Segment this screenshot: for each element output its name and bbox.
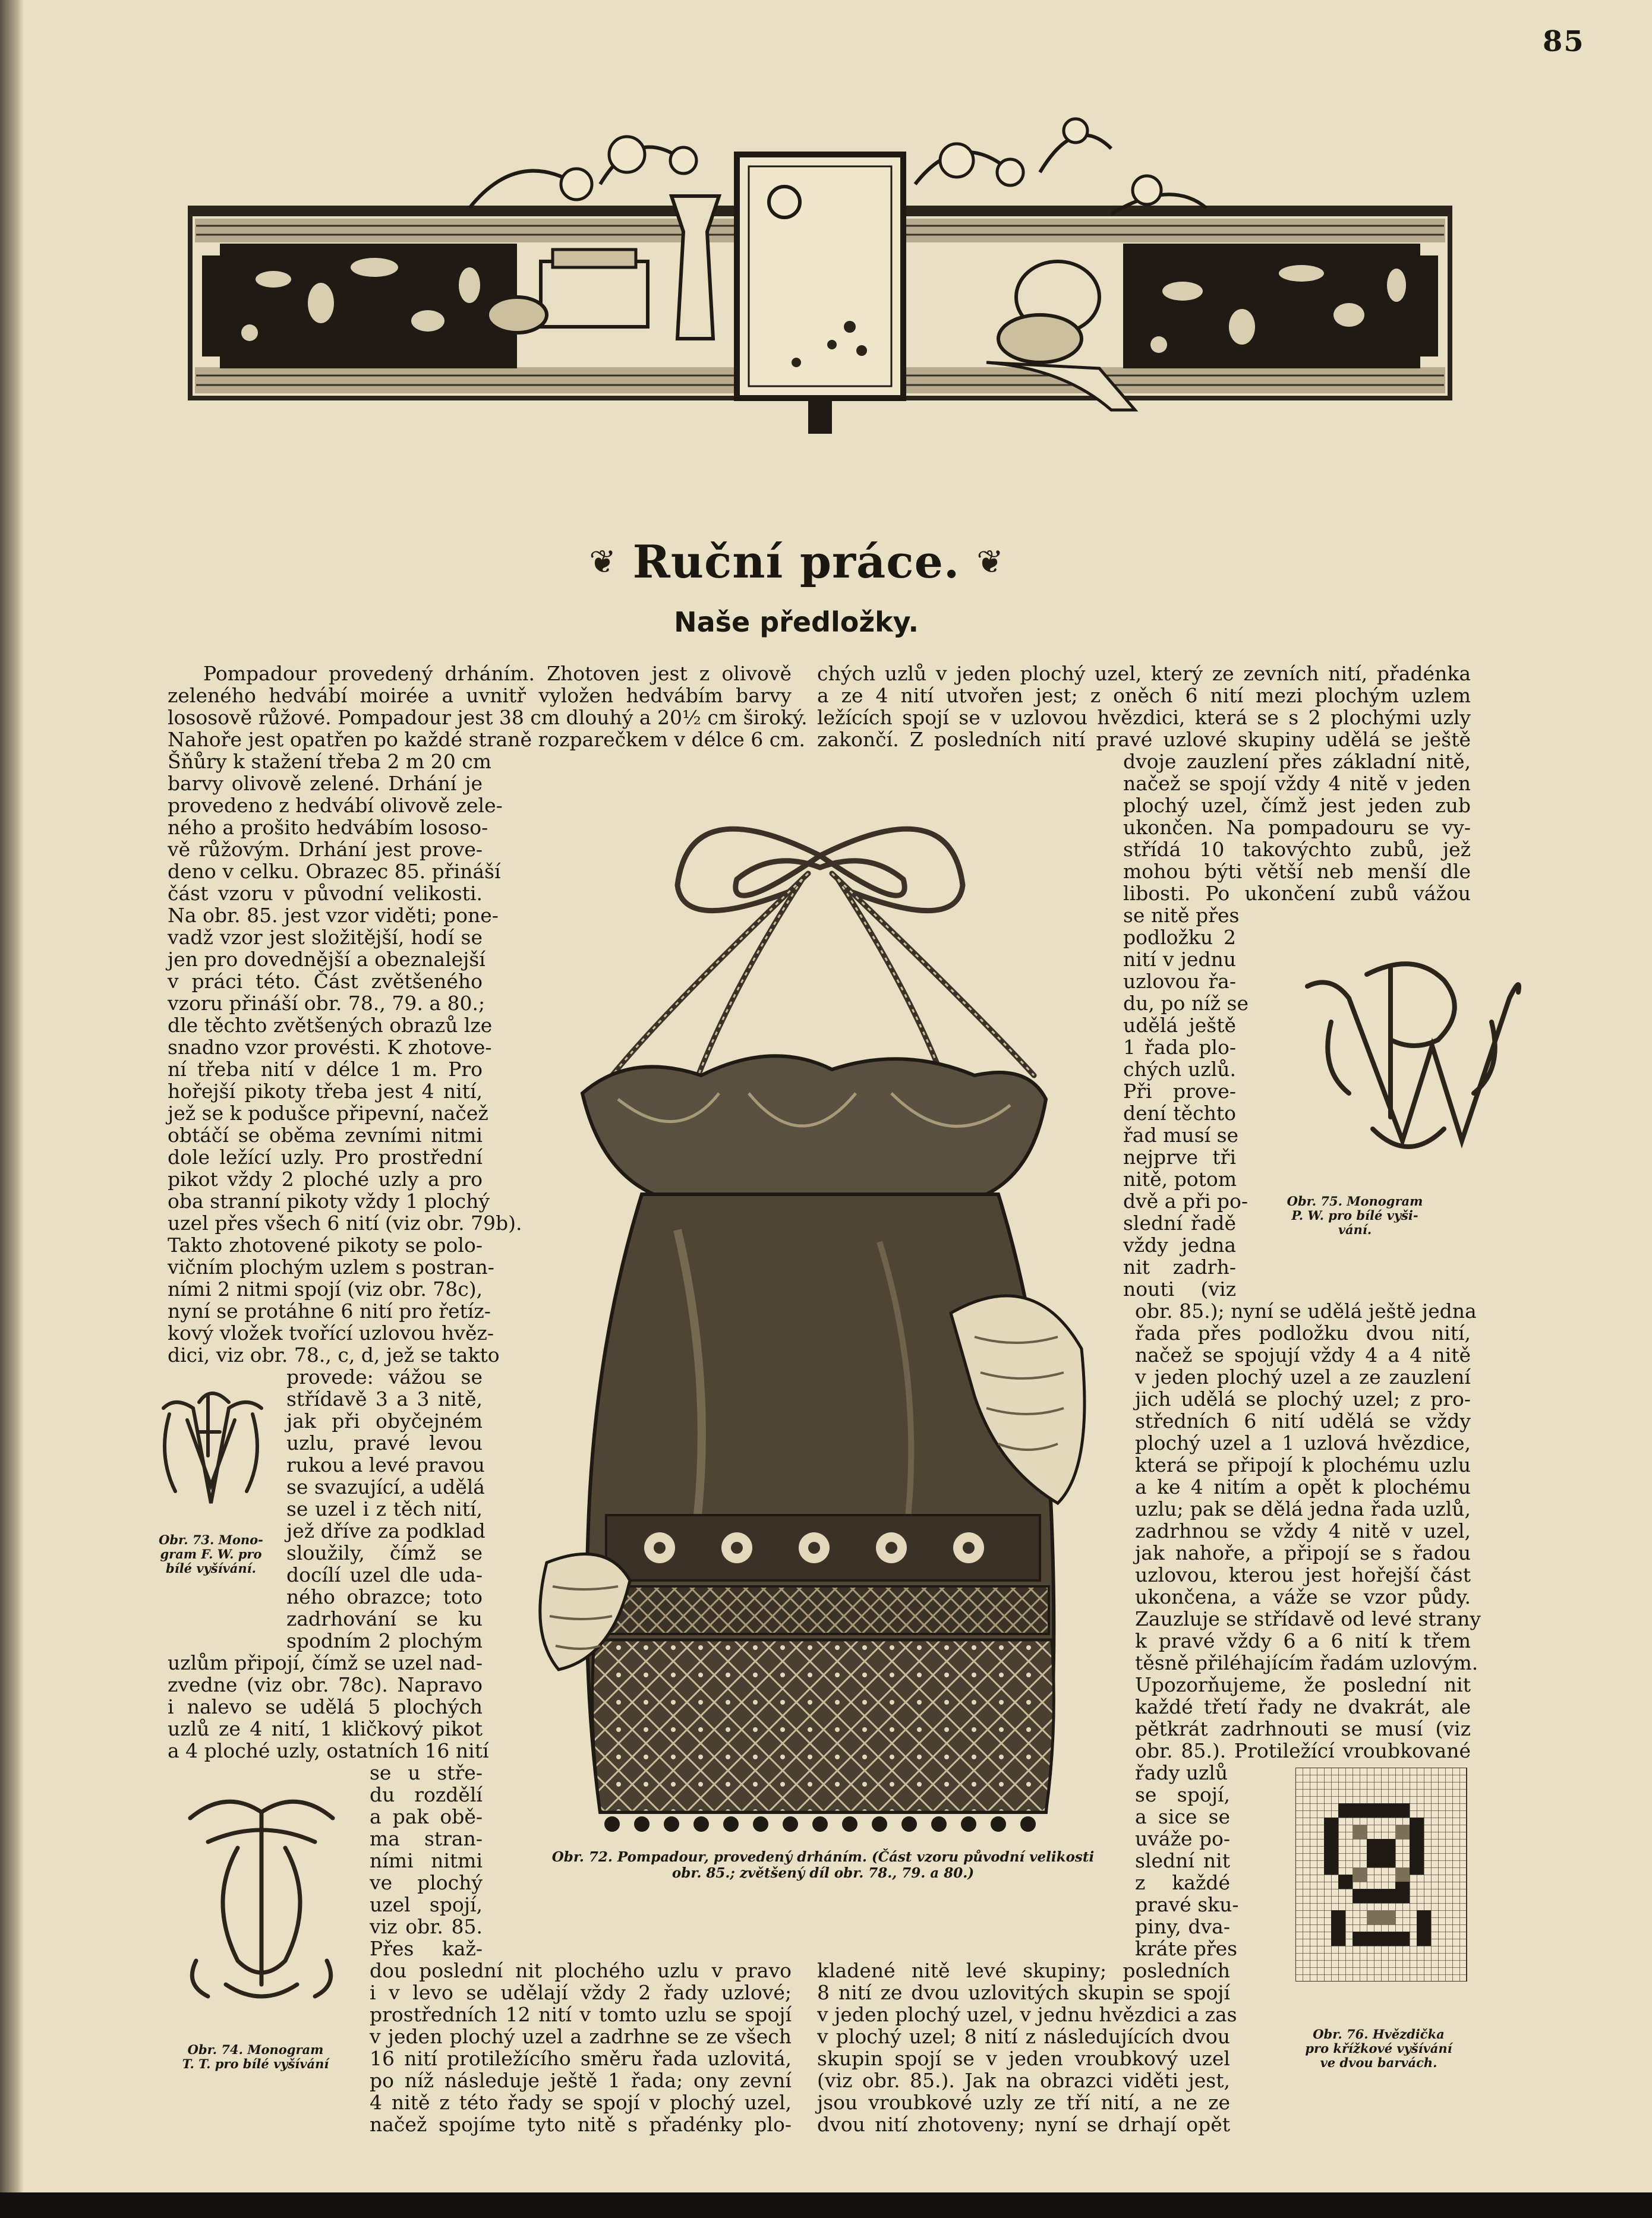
- text-line: se u stře-: [370, 1761, 483, 1784]
- text-line: jich udělá se plochý uzel; z pro-: [1135, 1387, 1471, 1411]
- text-line: obr. 85.); nyní se udělá ještě jedna: [1135, 1299, 1477, 1323]
- cross-stitch-star-grid: [1295, 1768, 1468, 1982]
- text-line: Přes kaž-: [370, 1937, 483, 1960]
- text-line: se nitě přes: [1123, 904, 1240, 927]
- text-line: ními 2 nitmi spojí (viz obr. 78c),: [168, 1277, 483, 1301]
- text-line: docílí uzel dle uda-: [286, 1563, 483, 1586]
- text-line: nit zadrh-: [1123, 1255, 1236, 1279]
- text-line: prostředních 12 nití v tomto uzlu se spojí: [370, 2003, 792, 2026]
- text-line: Takto zhotovené pikoty se polo-: [168, 1233, 483, 1257]
- text-line: jsou vroubkové uzly ze tří nití, a ne ze: [817, 2091, 1230, 2114]
- text-line: střídá 10 takovýchto zubů, jež: [1123, 838, 1471, 861]
- text-line: dici, viz obr. 78., c, d, jež se takto: [168, 1343, 500, 1367]
- monogram-tt-illustration: [172, 1782, 351, 2020]
- text-line: 16 nití protiležícího směru řada uzlovitá,: [370, 2047, 792, 2070]
- caption-fig76: [1278, 2027, 1480, 2070]
- text-line: skupin spojí se v jeden vroubkový uzel: [817, 2047, 1230, 2070]
- text-line: uzel přes všech 6 nití (viz obr. 79b).: [168, 1211, 522, 1235]
- caption-line: Obr. 75. Monogram: [1287, 1194, 1423, 1209]
- text-line: část vzoru v původní velikosti.: [168, 882, 483, 905]
- text-line: provedeno z hedvábí olivově zele-: [168, 794, 503, 817]
- text-line: Pompadour provedený drháním. Zhotoven jest z olivově: [203, 662, 792, 685]
- text-line: sloužily, čímž se: [286, 1541, 483, 1564]
- caption-line: vání.: [1338, 1222, 1372, 1237]
- text-line: obr. 85.). Protiležící vroubkované: [1135, 1739, 1471, 1762]
- text-line: obtáčí se oběma zevními nitmi: [168, 1124, 483, 1147]
- text-line: jež dříve za podklad: [286, 1519, 485, 1542]
- text-line: zadrhnou se vždy 4 nitě v uzel,: [1135, 1519, 1471, 1542]
- text-line: a ze 4 nití utvořen jest; z oněch 6 nití mezi plochým uzlem: [817, 684, 1471, 707]
- text-line: mohou býti větší neb menší dle: [1123, 860, 1471, 883]
- caption-line: pro křížkové vyšívání: [1305, 2041, 1452, 2056]
- text-line: Zauzluje se střídavě od levé strany: [1135, 1607, 1481, 1630]
- text-line: Na obr. 85. jest vzor viděti; pone-: [168, 904, 499, 927]
- text-line: a pak obě-: [370, 1805, 483, 1828]
- text-line: viz obr. 85.: [370, 1915, 483, 1938]
- text-line: vzoru přináší obr. 78., 79. a 80.;: [168, 992, 485, 1015]
- caption-line: T. T. pro bílé vyšívání: [182, 2056, 329, 2071]
- text-line: v jeden plochý uzel a zadrhne se ze všech: [370, 2025, 792, 2048]
- text-line: se uzel i z těch nití,: [286, 1497, 483, 1520]
- text-line: dvě a při po-: [1123, 1190, 1249, 1213]
- text-line: načež se spojí vždy 4 nitě v jeden: [1123, 772, 1471, 795]
- text-line: (viz obr. 85.). Jak na obrazci viděti jest,: [817, 2069, 1230, 2092]
- page-subtitle: Naše předložky.: [674, 606, 919, 638]
- text-line: hořejší pikoty třeba jest 4 nití,: [168, 1080, 483, 1103]
- monogram-pw-illustration: [1295, 951, 1527, 1176]
- title-ornament-right-icon: ❦: [976, 542, 1004, 580]
- text-line: 1 řada plo-: [1123, 1036, 1236, 1059]
- text-line: udělá ještě: [1123, 1014, 1236, 1037]
- text-line: načež se spojují vždy 4 a 4 nitě: [1135, 1343, 1471, 1367]
- caption-line: Obr. 76. Hvězdička: [1313, 2027, 1445, 2042]
- text-line: ného a prošito hedvábím lososo-: [168, 816, 488, 839]
- caption-fig72: [505, 1849, 1141, 1881]
- text-line: chých uzlů.: [1123, 1058, 1236, 1081]
- text-line: vadž vzor jest složitější, hodí se: [168, 926, 483, 949]
- caption-fig74: [155, 2043, 357, 2071]
- text-line: pětkrát zadrhnouti se musí (viz: [1135, 1717, 1471, 1740]
- text-line: řada přes podložku dvou nití,: [1135, 1321, 1471, 1345]
- text-line: v práci této. Část zvětšeného: [168, 970, 483, 993]
- text-line: pikot vždy 2 ploché uzly a pro: [168, 1168, 483, 1191]
- text-line: dvoje zauzlení přes základní nitě,: [1123, 750, 1471, 773]
- text-line: uzlu; pak se dělá jedna řada uzlů,: [1135, 1497, 1471, 1520]
- caption-fig73: [143, 1533, 279, 1576]
- text-line: podložku 2: [1123, 926, 1236, 949]
- text-line: uzel spojí,: [370, 1893, 483, 1916]
- text-line: v plochý uzel; 8 nití z následujících dvou: [817, 2025, 1230, 2048]
- text-line: střídavě 3 a 3 nitě,: [286, 1387, 483, 1411]
- text-line: lososově růžové. Pompadour jest 38 cm dlouhý a 20½ cm široký.: [168, 706, 808, 729]
- text-line: a 4 ploché uzly, ostatních 16 nití: [168, 1739, 489, 1762]
- title-row: [535, 526, 1058, 597]
- text-line: piny, dva-: [1135, 1915, 1230, 1938]
- text-line: dole ležící uzly. Pro prostřední: [168, 1146, 483, 1169]
- title-ornament-left-icon: ❦: [589, 542, 616, 580]
- caption-fig75: [1284, 1194, 1426, 1237]
- pompadour-bag-illustration: [523, 814, 1123, 1842]
- text-line: du, po níž se: [1123, 992, 1249, 1015]
- text-line: Při prove-: [1123, 1080, 1236, 1103]
- text-line: uzlovou, kterou jest hořejší část: [1135, 1563, 1471, 1586]
- text-line: uzlů ze 4 nití, 1 kličkový pikot: [168, 1717, 483, 1740]
- text-line: jež se k podušce připevní, načež: [168, 1102, 488, 1125]
- text-line: dvou nití zhotoveny; nyní se drhají opět: [817, 2113, 1230, 2136]
- text-line: řad musí se: [1123, 1124, 1239, 1147]
- page-number: 85: [1543, 25, 1585, 58]
- text-line: kový vložek tvořící uzlovou hvěz-: [168, 1321, 494, 1345]
- caption-line: P. W. pro bílé vyši-: [1291, 1208, 1418, 1223]
- text-line: du rozdělí: [370, 1783, 483, 1806]
- text-line: a ke 4 nitím a opět k plochému: [1135, 1475, 1471, 1498]
- text-line: nouti (viz: [1123, 1277, 1236, 1301]
- caption-line: Obr. 73. Mono-: [159, 1532, 263, 1547]
- text-line: načež spojíme tyto nitě s přadénky plo-: [370, 2113, 792, 2136]
- text-line: uzlům připojí, čímž se uzel nad-: [168, 1651, 483, 1674]
- text-line: zeleného hedvábí moirée a uvnitř vyložen hedvábím barvy: [168, 684, 792, 707]
- text-line: nitě, potom: [1123, 1168, 1237, 1191]
- text-line: Nahoře jest opatřen po každé straně rozparečkem v délce 6 cm.: [168, 728, 805, 751]
- page-title: Ruční práce.: [632, 535, 960, 588]
- caption-line: gram F. W. pro: [160, 1547, 262, 1561]
- text-line: snadno vzor provésti. K zhotove-: [168, 1036, 492, 1059]
- text-line: pravé sku-: [1135, 1893, 1239, 1916]
- text-line: dení těchto: [1123, 1102, 1236, 1125]
- text-line: nejprve tři: [1123, 1146, 1236, 1169]
- text-line: slední řadě: [1123, 1211, 1236, 1235]
- text-line: rukou a levé pravou: [286, 1453, 485, 1476]
- text-line: uzlu, pravé levou: [286, 1431, 483, 1455]
- text-line: libosti. Po ukončení zubů vážou: [1123, 882, 1471, 905]
- text-line: oba stranní pikoty vždy 1 plochý: [168, 1190, 490, 1213]
- header-banner-illustration: [184, 113, 1456, 434]
- caption-line: Obr. 74. Monogram: [187, 2042, 324, 2057]
- text-line: zvedne (viz obr. 78c). Napravo: [168, 1673, 483, 1696]
- text-line: chých uzlů v jeden plochý uzel, který ze zevních nití, přadénka: [817, 662, 1471, 685]
- caption-line: ve dvou barvách.: [1320, 2055, 1437, 2070]
- text-line: se svazující, a udělá: [286, 1475, 485, 1498]
- text-line: ma stran-: [370, 1827, 483, 1850]
- text-line: kladené nitě levé skupiny; posledních: [817, 1959, 1230, 1982]
- text-line: vičním plochým uzlem s postran-: [168, 1255, 494, 1279]
- text-line: vě růžovým. Drhání jest prove-: [168, 838, 483, 861]
- caption-line: Obr. 72. Pompadour, provedený drháním. (Část vzoru původní velikosti: [551, 1849, 1095, 1865]
- text-line: každé třetí řady ne dvakrát, ale: [1135, 1695, 1471, 1718]
- text-line: která se připojí k plochému uzlu: [1135, 1453, 1471, 1476]
- text-line: v jeden plochý uzel a ze zauzlení: [1135, 1365, 1471, 1389]
- text-line: po níž následuje ještě 1 řada; ony zevní: [370, 2069, 792, 2092]
- text-line: jak při obyčejném: [286, 1409, 483, 1433]
- text-line: ními nitmi: [370, 1849, 483, 1872]
- text-line: k pravé vždy 6 a 6 nití k třem: [1135, 1629, 1471, 1652]
- text-line: kráte přes: [1135, 1937, 1238, 1960]
- text-line: uváže po-: [1135, 1827, 1230, 1850]
- monogram-fw-illustration: [152, 1384, 270, 1527]
- text-line: zakončí. Z posledních nití pravé uzlové skupiny udělá se ještě: [817, 728, 1471, 751]
- text-line: deno v celku. Obrazec 85. přináší: [168, 860, 501, 883]
- text-line: Šňůry k stažení třeba 2 m 20 cm: [168, 750, 491, 773]
- text-line: uzlovou řa-: [1123, 970, 1236, 993]
- text-line: spodním 2 plochým: [286, 1629, 483, 1652]
- text-line: Upozorňujeme, že poslední nit: [1135, 1673, 1471, 1696]
- caption-line: bílé vyšívání.: [166, 1561, 256, 1576]
- text-line: barvy olivově zelené. Drhání je: [168, 772, 483, 795]
- text-line: dou poslední nit plochého uzlu v pravo: [370, 1959, 792, 1982]
- text-line: plochý uzel, čímž jest jeden zub: [1123, 794, 1471, 817]
- text-line: ve plochý: [370, 1871, 483, 1894]
- text-line: dle těchto zvětšených obrazů lze: [168, 1014, 493, 1037]
- text-line: plochý uzel a 1 uzlová hvězdice,: [1135, 1431, 1471, 1455]
- text-line: ní třeba nití v délce 1 m. Pro: [168, 1058, 483, 1081]
- text-line: středních 6 nití udělá se vždy: [1135, 1409, 1471, 1433]
- text-line: těsně přiléhajícím řadám uzlovým.: [1135, 1651, 1478, 1674]
- text-line: v jeden plochý uzel, v jednu hvězdici a zas: [817, 2003, 1237, 2026]
- page-binding-edge: [0, 0, 24, 2218]
- text-line: provede: vážou se: [286, 1365, 483, 1389]
- page-bottom-edge: [0, 2192, 1652, 2218]
- text-line: z každé: [1135, 1871, 1230, 1894]
- text-line: nyní se protáhne 6 nití pro řetíz-: [168, 1299, 491, 1323]
- text-line: ležících spojí se v uzlovou hvězdici, která se s 2 plochými uzly: [817, 706, 1471, 729]
- text-line: jen pro dovednější a obeznalejší: [168, 948, 485, 971]
- text-line: se spojí,: [1135, 1783, 1230, 1806]
- text-line: řady uzlů: [1135, 1761, 1228, 1784]
- text-line: 8 nití ze dvou uzlovitých skupin se spojí: [817, 1981, 1230, 2004]
- text-line: zadrhování se ku: [286, 1607, 483, 1630]
- text-line: ukončena, a váže se vzor půdy.: [1135, 1585, 1471, 1608]
- text-line: vždy jedna: [1123, 1233, 1236, 1257]
- text-line: nití v jednu: [1123, 948, 1236, 971]
- text-line: a sice se: [1135, 1805, 1230, 1828]
- text-line: 4 nitě z této řady se spojí v plochý uzel,: [370, 2091, 792, 2114]
- text-line: ukončen. Na pompadouru se vy-: [1123, 816, 1471, 839]
- text-line: ného obrazce; toto: [286, 1585, 483, 1608]
- text-line: jak nahoře, a připojí se s řadou: [1135, 1541, 1471, 1564]
- text-line: i nalevo se udělá 5 plochých: [168, 1695, 483, 1718]
- caption-line: obr. 85.; zvětšený díl obr. 78., 79. a 80.): [671, 1865, 975, 1881]
- text-line: i v levo se udělají vždy 2 řady uzlové;: [370, 1981, 792, 2004]
- text-line: slední nit: [1135, 1849, 1230, 1872]
